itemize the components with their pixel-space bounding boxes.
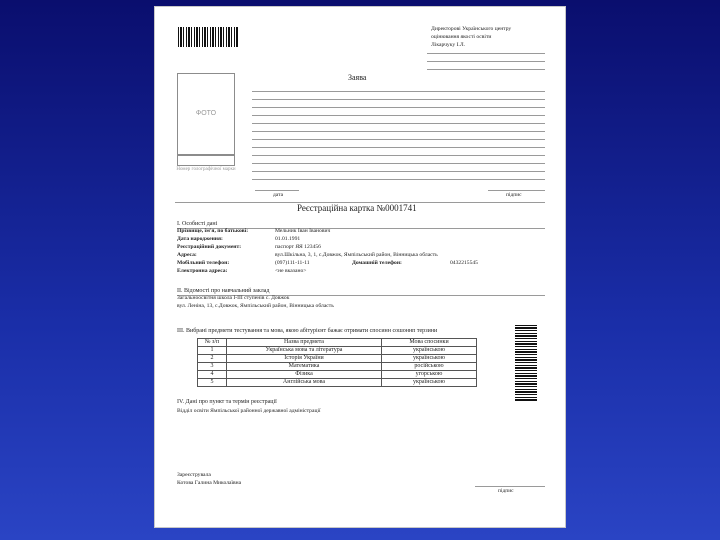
top-barcode bbox=[178, 27, 238, 47]
field-value-home-phone: 0432215545 bbox=[450, 260, 478, 266]
table-row bbox=[198, 355, 477, 363]
subject-number: 2 bbox=[198, 355, 227, 363]
signature-line bbox=[488, 190, 545, 191]
registration-document bbox=[155, 7, 565, 527]
column-header-number: № з/п bbox=[198, 339, 227, 347]
field-value-name: Мельник Іван Іванович bbox=[275, 228, 331, 234]
subjects-table bbox=[197, 338, 477, 387]
photo-box bbox=[177, 73, 235, 155]
registrar-label: Зареєструвала bbox=[177, 472, 211, 478]
column-header-language: Мова спосинки bbox=[382, 339, 477, 347]
registrar-signature-line bbox=[475, 486, 545, 487]
field-label-document: Реєстраційний документ: bbox=[177, 244, 242, 250]
photo-label: ФОТО bbox=[195, 110, 217, 117]
application-line bbox=[252, 131, 545, 132]
section-4-title: IV. Дані про пункт та термін реєстрації bbox=[177, 399, 277, 405]
school-address: вул. Леніна, 13, с.Довжок, Ямпільський район, Вінницька область bbox=[177, 303, 334, 309]
application-line bbox=[252, 107, 545, 108]
field-value-document: паспорт ЯЯ 123456 bbox=[275, 244, 321, 250]
column-header-subject: Назва предмета bbox=[227, 339, 382, 347]
table-row bbox=[198, 379, 477, 387]
subject-number: 1 bbox=[198, 347, 227, 355]
school-name: Загальноосвітня школа І-ІІІ ступенів с. Довжок bbox=[177, 295, 290, 301]
application-line bbox=[252, 123, 545, 124]
date-label: дата bbox=[273, 192, 284, 198]
application-line bbox=[252, 155, 545, 156]
hologram-stamp-box bbox=[177, 155, 235, 166]
subject-name: Англійська мова bbox=[227, 379, 382, 387]
subject-name: Фізика bbox=[227, 371, 382, 379]
section-1-title: І. Особисті дані bbox=[177, 221, 218, 227]
field-label-name: Прізвище, ім'я, по батькові: bbox=[177, 228, 249, 234]
addressee-rule bbox=[427, 53, 545, 54]
subject-language: угорською bbox=[382, 371, 477, 379]
field-value-mobile: (097)111-11-11 bbox=[275, 260, 310, 266]
application-line bbox=[252, 163, 545, 164]
side-barcode bbox=[515, 325, 537, 401]
addressee-line-2: оцінювання якості освіти bbox=[431, 34, 492, 40]
date-line bbox=[255, 190, 299, 191]
field-label-birthdate: Дата народження: bbox=[177, 236, 223, 242]
stamp-caption: Номер голографічної марки bbox=[176, 167, 236, 172]
subject-name: Математика bbox=[227, 363, 382, 371]
field-label-home-phone: Домашній телефон: bbox=[352, 260, 402, 266]
registrar-signature-label: підпис bbox=[498, 488, 514, 494]
field-value-birthdate: 01.01.1991 bbox=[275, 236, 301, 242]
application-line bbox=[252, 179, 545, 180]
application-line bbox=[252, 91, 545, 92]
application-line bbox=[252, 99, 545, 100]
signature-label: підпис bbox=[506, 192, 522, 198]
application-line bbox=[252, 147, 545, 148]
field-label-address: Адреса: bbox=[177, 252, 197, 258]
table-row bbox=[198, 363, 477, 371]
registrar-name: Котова Галина Миколаївна bbox=[177, 480, 242, 486]
addressee-rule bbox=[427, 61, 545, 62]
table-row bbox=[198, 371, 477, 379]
field-label-mobile: Мобільний телефон: bbox=[177, 260, 230, 266]
subject-language: українською bbox=[382, 347, 477, 355]
field-value-address: вул.Шкільна, 3, 1, с.Довжок, Ямпільський район, Вінницька область bbox=[275, 252, 438, 258]
subject-number: 4 bbox=[198, 371, 227, 379]
application-title: Заява bbox=[348, 73, 367, 82]
application-line bbox=[252, 171, 545, 172]
addressee-rule bbox=[427, 69, 545, 70]
registration-office: Відділ освіти Ямпільської районної державної адміністрації bbox=[177, 408, 321, 414]
addressee-line-3: Лікарчуку І.Л. bbox=[431, 42, 466, 48]
field-label-email: Електронна адреса: bbox=[177, 268, 228, 274]
table-row bbox=[198, 347, 477, 355]
subject-name: Історія України bbox=[227, 355, 382, 363]
subject-language: російською bbox=[382, 363, 477, 371]
subject-number: 5 bbox=[198, 379, 227, 387]
subject-language: українською bbox=[382, 379, 477, 387]
section-2-title: ІІ. Відомості про навчальний заклад bbox=[177, 288, 270, 294]
field-value-email: <не вказано> bbox=[275, 268, 307, 274]
subject-language: українською bbox=[382, 355, 477, 363]
addressee-line-1: Директорові Українського центру bbox=[431, 26, 512, 32]
table-header-row bbox=[198, 339, 477, 347]
subject-number: 3 bbox=[198, 363, 227, 371]
subject-name: Українська мова та література bbox=[227, 347, 382, 355]
card-title: Реєстраційна картка №0001741 bbox=[297, 203, 417, 213]
section-3-title: ІІІ. Вибрані предмети тестування та мова, якою абітурієнт бажає отримати спосинн сошоннп терзини bbox=[177, 328, 438, 334]
application-line bbox=[252, 115, 545, 116]
application-line bbox=[252, 139, 545, 140]
